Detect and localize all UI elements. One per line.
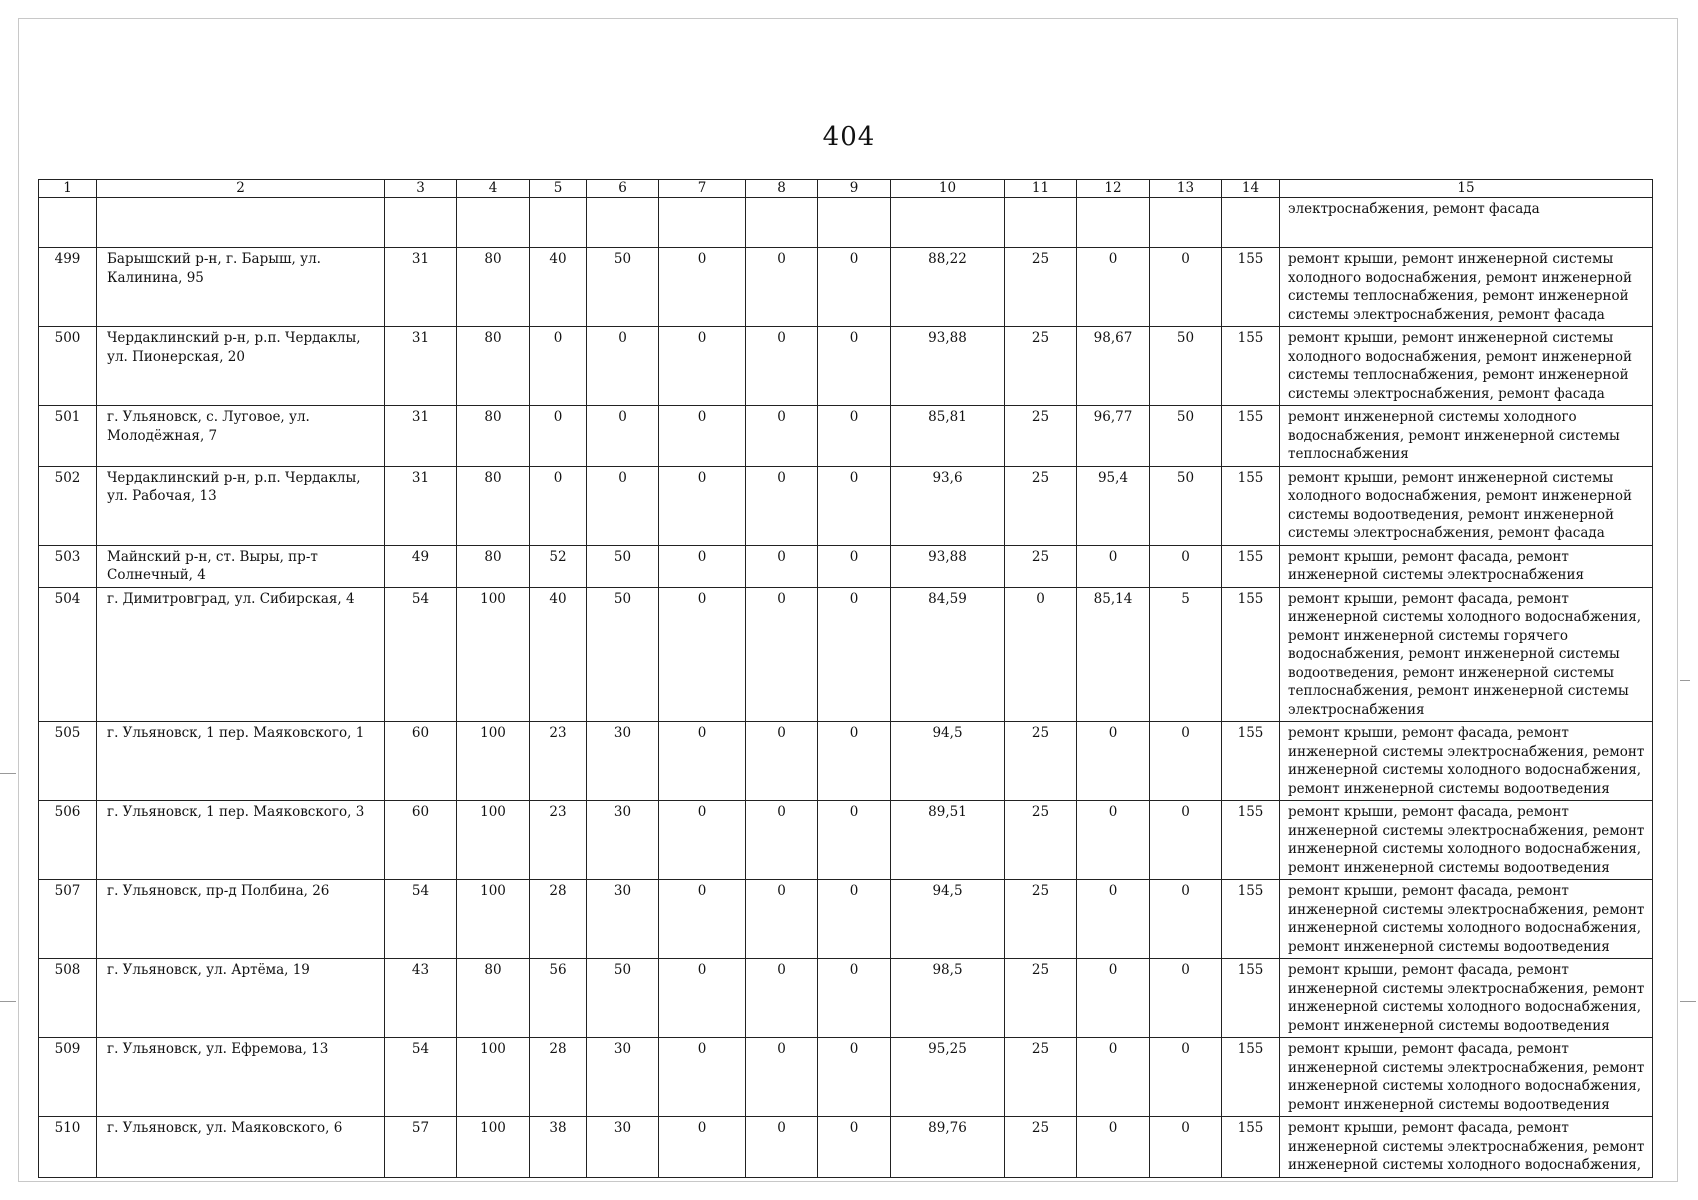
address-cell: г. Димитровград, ул. Сибирская, 4 xyxy=(97,587,385,722)
col7-cell: 0 xyxy=(659,406,746,467)
row-number-cell: 503 xyxy=(39,545,97,587)
col5-cell: 0 xyxy=(530,327,587,406)
col9-cell: 0 xyxy=(818,545,891,587)
works-cell: ремонт инженерной системы холодного водоснабжения, ремонт инженерной системы теплоснабжения xyxy=(1280,406,1653,467)
col14-cell: 155 xyxy=(1222,1117,1280,1178)
address-cell: г. Ульяновск, ул. Артёма, 19 xyxy=(97,959,385,1038)
table-row xyxy=(39,959,1653,1038)
col11-cell: 25 xyxy=(1005,248,1077,327)
col3-cell: 57 xyxy=(385,1117,457,1178)
scan-mark xyxy=(1680,680,1690,681)
col7-cell: 0 xyxy=(659,880,746,959)
col9-cell: 0 xyxy=(818,1117,891,1178)
col3-cell: 31 xyxy=(385,327,457,406)
col7-cell: 0 xyxy=(659,327,746,406)
col13-cell: 0 xyxy=(1150,880,1222,959)
col9-cell: 0 xyxy=(818,466,891,545)
col5-cell: 28 xyxy=(530,880,587,959)
row-number-cell: 506 xyxy=(39,801,97,880)
col4-cell: 100 xyxy=(457,801,530,880)
col6-cell: 30 xyxy=(587,801,659,880)
column-header-5: 5 xyxy=(530,180,587,198)
col12-cell: 0 xyxy=(1077,1117,1150,1178)
col3-cell: 54 xyxy=(385,587,457,722)
col4-cell: 100 xyxy=(457,1038,530,1117)
col8-cell: 0 xyxy=(746,1117,818,1178)
col12-cell: 0 xyxy=(1077,801,1150,880)
col5-cell: 38 xyxy=(530,1117,587,1178)
col4-cell: 80 xyxy=(457,959,530,1038)
scan-mark xyxy=(0,1001,16,1002)
address-cell: г. Ульяновск, 1 пер. Маяковского, 1 xyxy=(97,722,385,801)
col10-cell: 88,22 xyxy=(891,248,1005,327)
col6-cell: 30 xyxy=(587,1038,659,1117)
col12-cell: 96,77 xyxy=(1077,406,1150,467)
col12-cell: 0 xyxy=(1077,959,1150,1038)
col8-cell: 0 xyxy=(746,248,818,327)
row-number-cell: 499 xyxy=(39,248,97,327)
col8-cell: 0 xyxy=(746,801,818,880)
col5-cell: 40 xyxy=(530,248,587,327)
col5-cell: 0 xyxy=(530,466,587,545)
col14-cell: 155 xyxy=(1222,959,1280,1038)
col13-cell: 0 xyxy=(1150,248,1222,327)
col9-cell: 0 xyxy=(818,327,891,406)
col14-cell: 155 xyxy=(1222,880,1280,959)
col7-cell: 0 xyxy=(659,959,746,1038)
column-header-7: 7 xyxy=(659,180,746,198)
col9-cell: 0 xyxy=(818,801,891,880)
col10-cell: 85,81 xyxy=(891,406,1005,467)
col10-cell: 84,59 xyxy=(891,587,1005,722)
table-row xyxy=(39,327,1653,406)
row-number-cell: 509 xyxy=(39,1038,97,1117)
works-cell: ремонт крыши, ремонт фасада, ремонт инженерной системы электроснабжения, ремонт инженерной системы холодного водоснабжения, ремонт инженерной системы водоотведения xyxy=(1280,1038,1653,1117)
address-cell: Чердаклинский р-н, р.п. Чердаклы, ул. Рабочая, 13 xyxy=(97,466,385,545)
col10-cell: 98,5 xyxy=(891,959,1005,1038)
address-cell: г. Ульяновск, пр-д Полбина, 26 xyxy=(97,880,385,959)
col5-cell: 40 xyxy=(530,587,587,722)
page-number: 404 xyxy=(822,122,876,152)
col13-cell: 0 xyxy=(1150,959,1222,1038)
col7-cell: 0 xyxy=(659,722,746,801)
column-header-6: 6 xyxy=(587,180,659,198)
col3-cell: 31 xyxy=(385,406,457,467)
column-header-3: 3 xyxy=(385,180,457,198)
col13-cell: 0 xyxy=(1150,801,1222,880)
col7-cell: 0 xyxy=(659,801,746,880)
col13-cell: 50 xyxy=(1150,327,1222,406)
works-cell: ремонт крыши, ремонт инженерной системы холодного водоснабжения, ремонт инженерной системы водоотведения, ремонт инженерной системы электроснабжения, ремонт фасада xyxy=(1280,466,1653,545)
col14-cell: 155 xyxy=(1222,466,1280,545)
col10-cell: 94,5 xyxy=(891,880,1005,959)
col11-cell: 25 xyxy=(1005,959,1077,1038)
col6-cell: 30 xyxy=(587,880,659,959)
col6-cell: 50 xyxy=(587,545,659,587)
col10-cell: 93,6 xyxy=(891,466,1005,545)
column-header-8: 8 xyxy=(746,180,818,198)
col7-cell: 0 xyxy=(659,1117,746,1178)
works-cell: ремонт крыши, ремонт инженерной системы холодного водоснабжения, ремонт инженерной системы теплоснабжения, ремонт инженерной системы электроснабжения, ремонт фасада xyxy=(1280,327,1653,406)
col7-cell: 0 xyxy=(659,545,746,587)
col8-cell: 0 xyxy=(746,406,818,467)
works-cell: ремонт крыши, ремонт фасада, ремонт инженерной системы электроснабжения, ремонт инженерной системы холодного водоснабжения, ремонт инженерной системы водоотведения xyxy=(1280,880,1653,959)
table-row xyxy=(39,1038,1653,1117)
row-number-cell: 502 xyxy=(39,466,97,545)
address-cell: Барышский р-н, г. Барыш, ул. Калинина, 95 xyxy=(97,248,385,327)
works-cell: ремонт крыши, ремонт фасада, ремонт инженерной системы электроснабжения, ремонт инженерной системы холодного водоснабжения, xyxy=(1280,1117,1653,1178)
col14-cell: 155 xyxy=(1222,801,1280,880)
col14-cell: 155 xyxy=(1222,406,1280,467)
row-number-cell: 507 xyxy=(39,880,97,959)
col12-cell: 0 xyxy=(1077,880,1150,959)
scan-mark xyxy=(0,773,16,774)
works-cell: ремонт крыши, ремонт фасада, ремонт инженерной системы холодного водоснабжения, ремонт инженерной системы горячего водоснабжения, ремонт инженерной системы водоотведения, ремонт инженерной системы теплоснабжения, ремонт инженерной системы электроснабжения xyxy=(1280,587,1653,722)
table-row xyxy=(39,466,1653,545)
row-number-cell: 508 xyxy=(39,959,97,1038)
col10-cell: 89,76 xyxy=(891,1117,1005,1178)
column-header-9: 9 xyxy=(818,180,891,198)
col10-cell: 94,5 xyxy=(891,722,1005,801)
column-header-4: 4 xyxy=(457,180,530,198)
col5-cell: 0 xyxy=(530,406,587,467)
col3-cell: 31 xyxy=(385,248,457,327)
col13-cell: 5 xyxy=(1150,587,1222,722)
col8-cell: 0 xyxy=(746,327,818,406)
column-header-12: 12 xyxy=(1077,180,1150,198)
col3-cell: 60 xyxy=(385,801,457,880)
col11-cell: 25 xyxy=(1005,1117,1077,1178)
row-number-cell: 501 xyxy=(39,406,97,467)
col11-cell: 25 xyxy=(1005,722,1077,801)
col6-cell: 30 xyxy=(587,1117,659,1178)
col9-cell: 0 xyxy=(818,248,891,327)
table-row xyxy=(39,801,1653,880)
col6-cell: 0 xyxy=(587,406,659,467)
col9-cell: 0 xyxy=(818,587,891,722)
col10-cell: 89,51 xyxy=(891,801,1005,880)
col3-cell: 60 xyxy=(385,722,457,801)
col13-cell: 50 xyxy=(1150,466,1222,545)
works-cell: ремонт крыши, ремонт фасада, ремонт инженерной системы электроснабжения, ремонт инженерной системы холодного водоснабжения, ремонт инженерной системы водоотведения xyxy=(1280,801,1653,880)
col3-cell: 49 xyxy=(385,545,457,587)
column-header-2: 2 xyxy=(97,180,385,198)
col12-cell: 0 xyxy=(1077,248,1150,327)
scan-mark xyxy=(1680,1001,1696,1002)
col3-cell: 54 xyxy=(385,1038,457,1117)
col11-cell: 25 xyxy=(1005,466,1077,545)
col7-cell: 0 xyxy=(659,587,746,722)
works-cell: ремонт крыши, ремонт инженерной системы холодного водоснабжения, ремонт инженерной системы теплоснабжения, ремонт инженерной системы электроснабжения, ремонт фасада xyxy=(1280,248,1653,327)
col9-cell: 0 xyxy=(818,959,891,1038)
repair-program-table xyxy=(38,179,1653,1178)
col11-cell: 25 xyxy=(1005,801,1077,880)
col11-cell: 0 xyxy=(1005,587,1077,722)
col6-cell: 50 xyxy=(587,587,659,722)
col5-cell: 28 xyxy=(530,1038,587,1117)
col9-cell: 0 xyxy=(818,880,891,959)
col10-cell: 93,88 xyxy=(891,327,1005,406)
col14-cell: 155 xyxy=(1222,1038,1280,1117)
col8-cell: 0 xyxy=(746,466,818,545)
continuation-row xyxy=(39,198,1653,248)
row-number-cell: 505 xyxy=(39,722,97,801)
col12-cell: 98,67 xyxy=(1077,327,1150,406)
col12-cell: 0 xyxy=(1077,545,1150,587)
col14-cell: 155 xyxy=(1222,248,1280,327)
col13-cell: 0 xyxy=(1150,722,1222,801)
col10-cell: 95,25 xyxy=(891,1038,1005,1117)
table-row xyxy=(39,722,1653,801)
works-cell: ремонт крыши, ремонт фасада, ремонт инженерной системы электроснабжения, ремонт инженерной системы холодного водоснабжения, ремонт инженерной системы водоотведения xyxy=(1280,959,1653,1038)
col5-cell: 23 xyxy=(530,722,587,801)
col11-cell: 25 xyxy=(1005,545,1077,587)
column-header-13: 13 xyxy=(1150,180,1222,198)
col4-cell: 80 xyxy=(457,327,530,406)
table-row xyxy=(39,545,1653,587)
table-row xyxy=(39,1117,1653,1178)
col5-cell: 56 xyxy=(530,959,587,1038)
col6-cell: 0 xyxy=(587,466,659,545)
col14-cell: 155 xyxy=(1222,545,1280,587)
col12-cell: 0 xyxy=(1077,722,1150,801)
table-row xyxy=(39,880,1653,959)
col9-cell: 0 xyxy=(818,1038,891,1117)
col13-cell: 0 xyxy=(1150,1038,1222,1117)
column-header-14: 14 xyxy=(1222,180,1280,198)
col5-cell: 52 xyxy=(530,545,587,587)
col4-cell: 100 xyxy=(457,880,530,959)
col8-cell: 0 xyxy=(746,959,818,1038)
col6-cell: 50 xyxy=(587,959,659,1038)
col14-cell: 155 xyxy=(1222,722,1280,801)
row-number-cell: 504 xyxy=(39,587,97,722)
col4-cell: 100 xyxy=(457,722,530,801)
col13-cell: 0 xyxy=(1150,1117,1222,1178)
col7-cell: 0 xyxy=(659,466,746,545)
col7-cell: 0 xyxy=(659,1038,746,1117)
col3-cell: 43 xyxy=(385,959,457,1038)
address-cell: г. Ульяновск, с. Луговое, ул. Молодёжная, 7 xyxy=(97,406,385,467)
col5-cell: 23 xyxy=(530,801,587,880)
column-header-1: 1 xyxy=(39,180,97,198)
col13-cell: 50 xyxy=(1150,406,1222,467)
col13-cell: 0 xyxy=(1150,545,1222,587)
col4-cell: 80 xyxy=(457,248,530,327)
col6-cell: 0 xyxy=(587,327,659,406)
col4-cell: 100 xyxy=(457,587,530,722)
col6-cell: 50 xyxy=(587,248,659,327)
continuation-works-cell: электроснабжения, ремонт фасада xyxy=(1280,198,1653,248)
col11-cell: 25 xyxy=(1005,406,1077,467)
column-header-11: 11 xyxy=(1005,180,1077,198)
col4-cell: 80 xyxy=(457,466,530,545)
col9-cell: 0 xyxy=(818,722,891,801)
row-number-cell: 510 xyxy=(39,1117,97,1178)
col4-cell: 100 xyxy=(457,1117,530,1178)
address-cell: г. Ульяновск, ул. Ефремова, 13 xyxy=(97,1038,385,1117)
col11-cell: 25 xyxy=(1005,327,1077,406)
column-header-10: 10 xyxy=(891,180,1005,198)
col8-cell: 0 xyxy=(746,587,818,722)
works-cell: ремонт крыши, ремонт фасада, ремонт инженерной системы электроснабжения, ремонт инженерной системы холодного водоснабжения, ремонт инженерной системы водоотведения xyxy=(1280,722,1653,801)
column-header-15: 15 xyxy=(1280,180,1653,198)
col8-cell: 0 xyxy=(746,545,818,587)
col14-cell: 155 xyxy=(1222,327,1280,406)
address-cell: Майнский р-н, ст. Выры, пр-т Солнечный, 4 xyxy=(97,545,385,587)
col12-cell: 0 xyxy=(1077,1038,1150,1117)
col11-cell: 25 xyxy=(1005,880,1077,959)
col12-cell: 95,4 xyxy=(1077,466,1150,545)
repair-program-table-container xyxy=(38,179,1652,1178)
table-row xyxy=(39,406,1653,467)
table-row xyxy=(39,587,1653,722)
col6-cell: 30 xyxy=(587,722,659,801)
col4-cell: 80 xyxy=(457,545,530,587)
col11-cell: 25 xyxy=(1005,1038,1077,1117)
address-cell: Чердаклинский р-н, р.п. Чердаклы, ул. Пионерская, 20 xyxy=(97,327,385,406)
col8-cell: 0 xyxy=(746,1038,818,1117)
col8-cell: 0 xyxy=(746,880,818,959)
col12-cell: 85,14 xyxy=(1077,587,1150,722)
col3-cell: 54 xyxy=(385,880,457,959)
col9-cell: 0 xyxy=(818,406,891,467)
works-cell: ремонт крыши, ремонт фасада, ремонт инженерной системы электроснабжения xyxy=(1280,545,1653,587)
row-number-cell: 500 xyxy=(39,327,97,406)
col7-cell: 0 xyxy=(659,248,746,327)
col4-cell: 80 xyxy=(457,406,530,467)
column-number-header-row xyxy=(39,180,1653,198)
col14-cell: 155 xyxy=(1222,587,1280,722)
col10-cell: 93,88 xyxy=(891,545,1005,587)
table-row xyxy=(39,248,1653,327)
address-cell: г. Ульяновск, 1 пер. Маяковского, 3 xyxy=(97,801,385,880)
address-cell: г. Ульяновск, ул. Маяковского, 6 xyxy=(97,1117,385,1178)
col8-cell: 0 xyxy=(746,722,818,801)
col3-cell: 31 xyxy=(385,466,457,545)
